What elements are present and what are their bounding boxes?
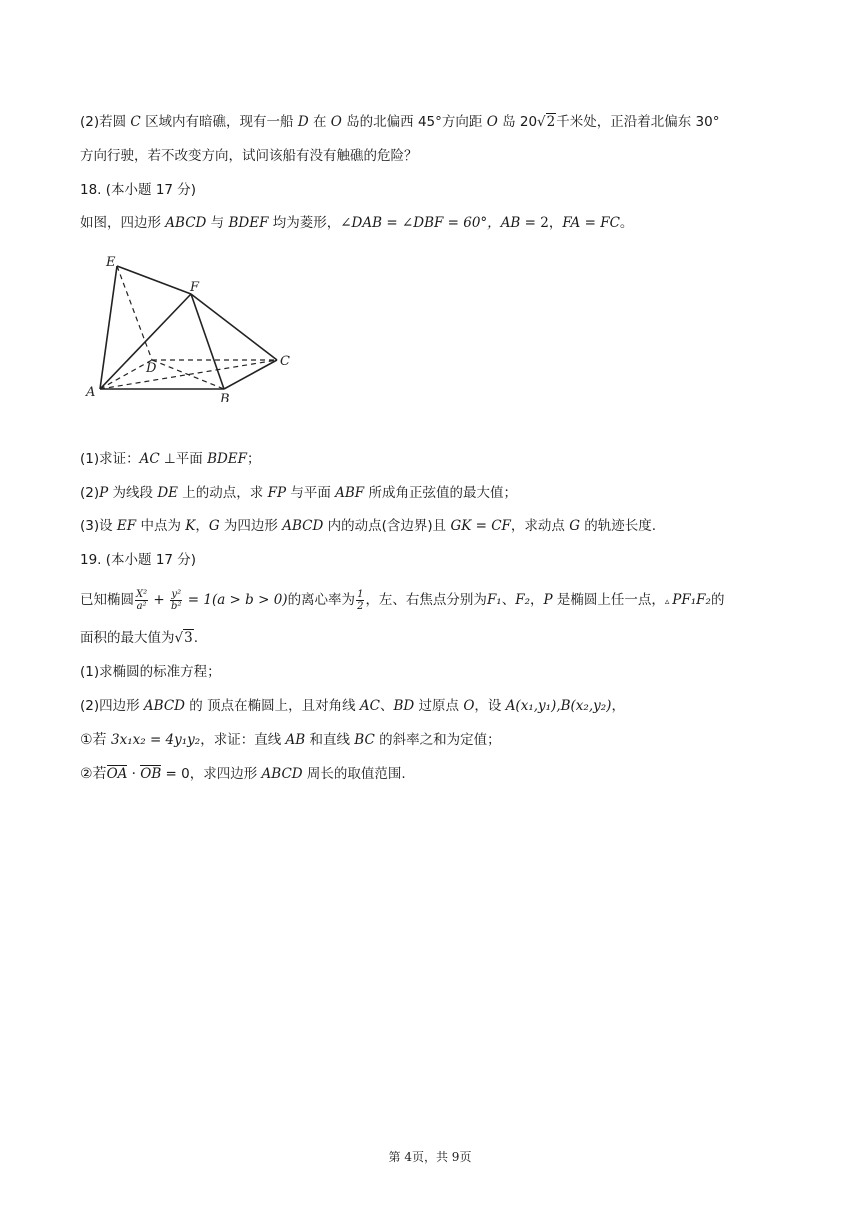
sqrt-radicand: 3 [184,630,193,646]
text: 的 [710,592,725,608]
q19-sub1 [80,730,800,750]
math: ABCD [261,766,303,782]
text: ⊥平面 [159,451,208,467]
text: 与 [210,215,225,231]
math: BDEF [228,215,269,231]
math: = 1(a > b > 0) [183,592,288,608]
math: BC [354,732,375,748]
q19-stem-line2 [80,628,800,648]
math: CF [491,518,511,534]
text: 面积的最大值为 [80,630,175,646]
math: FA [562,215,581,231]
numerator: y² [171,588,182,600]
q19-stem-line1 [80,588,800,614]
text: 均为菱形， [272,215,341,231]
text: 过原点 [414,698,464,714]
math: AB [500,215,521,231]
text: 岛 20 [502,114,538,130]
fraction-y2-b2 [170,589,182,612]
text: 已知椭圆 [80,592,134,608]
math: K [185,518,196,534]
q19-heading: 19. (本小题 17 分) [80,552,197,568]
math: G [569,518,581,534]
text: ，左、右焦点分别为 [365,592,487,608]
math: AC [359,698,380,714]
math: ABCD [143,698,185,714]
label-A: A [86,385,96,400]
var-O: O [486,114,498,130]
text: 的离心率为 [287,592,356,608]
denominator: a² [136,600,147,612]
page-footer: 第 4页，共 9页 [388,1150,472,1164]
text: ； [247,451,261,467]
math: BD [393,698,415,714]
text: 。 [619,215,634,231]
text: 如图，四边形 [80,215,161,231]
edge-EF [117,266,191,294]
text: . [193,630,198,646]
text: 所成角正弦值的最大值； [364,485,517,501]
denominator: b² [171,600,182,612]
text: 和直线 [305,732,355,748]
math: F₁ [486,592,502,608]
triangle-icon: ▵ [664,597,673,607]
text: (1)求证： [80,451,140,467]
var-O: O [330,114,342,130]
math: · [127,766,141,782]
text: 在 [312,114,327,130]
text: ， [611,698,625,714]
text: (2)若圆 [80,114,127,130]
q17-part2-line1 [80,112,800,132]
math: GK [450,518,472,534]
label-F: F [190,280,200,295]
sqrt-radicand: 2 [546,114,556,130]
fraction-one-half [356,589,364,612]
text: 是椭圆上任一点， [552,592,665,608]
label-B: B [220,392,230,402]
text: 、 [501,592,516,608]
edge-EA [100,266,117,389]
q18-part2 [80,483,800,503]
q19-part1: (1)求椭圆的标准方程； [80,664,221,680]
text: 区域内有暗礁，现有一船 [145,114,294,130]
text: ， [195,518,209,534]
numerator: 1 [357,588,364,600]
text: ②若 [80,766,107,782]
math: + [149,592,170,608]
math: P [543,592,553,608]
text: (3)设 [80,518,117,534]
text: 为四边形 [219,518,283,534]
vector-OA: OA [106,766,128,782]
math: O [463,698,475,714]
denominator: 2 [357,600,364,612]
edge-FC [191,294,277,360]
sqrt-expression: √2 [537,114,556,130]
text: 的轨迹长度. [580,518,657,534]
math: DE [157,485,178,501]
text: = 0，求四边形 [161,766,262,782]
q19-part2 [80,696,800,716]
text: ，求证：直线 [200,732,286,748]
text: 千米处，正沿着北偏东 30° [556,114,720,130]
math: BDEF [207,451,248,467]
var-C: C [130,114,141,130]
q18-heading: 18. (本小题 17 分) [80,182,197,198]
math: P [99,485,109,501]
sqrt-expression: √3 [174,630,193,646]
vector-OB: OB [140,766,162,782]
math: AC [139,451,160,467]
math: F₂ [515,592,530,608]
text: 岛的北偏西 45°方向距 [346,114,483,130]
label-D: D [146,361,157,376]
math: = 2， [520,215,563,231]
text: 的斜率之和为定值； [374,732,501,748]
q19-sub2 [80,764,800,784]
text: ①若 [80,732,112,748]
text: 与平面 [286,485,336,501]
math: A(x₁,y₁),B(x₂,y₂) [505,698,612,714]
math: AB [285,732,306,748]
q18-part3 [80,516,800,536]
fraction-x2-a2 [135,589,148,612]
math: = [471,518,492,534]
numerator: X² [136,588,148,600]
text: ，求动点 [510,518,570,534]
var-D: D [297,114,309,130]
math: ABCD [282,518,324,534]
text: 、 [379,698,394,714]
text: 为线段 [108,485,158,501]
text: ，设 [474,698,506,714]
math: 3x₁x₂ = 4y₁y₂ [111,732,201,748]
math: = [580,215,601,231]
edge-BC [224,360,277,389]
text: 上的动点，求 [178,485,268,501]
math: FP [267,485,287,501]
math: ABCD [165,215,207,231]
q18-stem [80,213,800,233]
rhombus-figure [84,252,304,402]
math: G [208,518,220,534]
text: 周长的取值范围. [302,766,406,782]
math: EF [116,518,137,534]
text: 内的动点(含边界)且 [323,518,451,534]
label-C: C [280,354,290,369]
edge-ED-hidden [117,266,152,360]
q17-part2-line2: 方向行驶，若不改变方向，试问该船有没有触礁的危险？ [80,148,418,164]
math: PF₁F₂ [672,592,711,608]
math: ABF [335,485,365,501]
label-E: E [106,255,116,270]
text: (2)四边形 [80,698,144,714]
text: 中点为 [136,518,186,534]
q18-part1 [80,449,800,469]
math: ∠DAB = ∠DBF = 60°， [340,215,501,231]
text: 的 顶点在椭圆上，且对角线 [185,698,360,714]
edge-AD-hidden [100,360,152,389]
text: ， [530,592,544,608]
edge-FB [191,294,224,389]
edge-DB-hidden [152,360,224,389]
math: FC [600,215,620,231]
text: (2) [80,485,100,501]
